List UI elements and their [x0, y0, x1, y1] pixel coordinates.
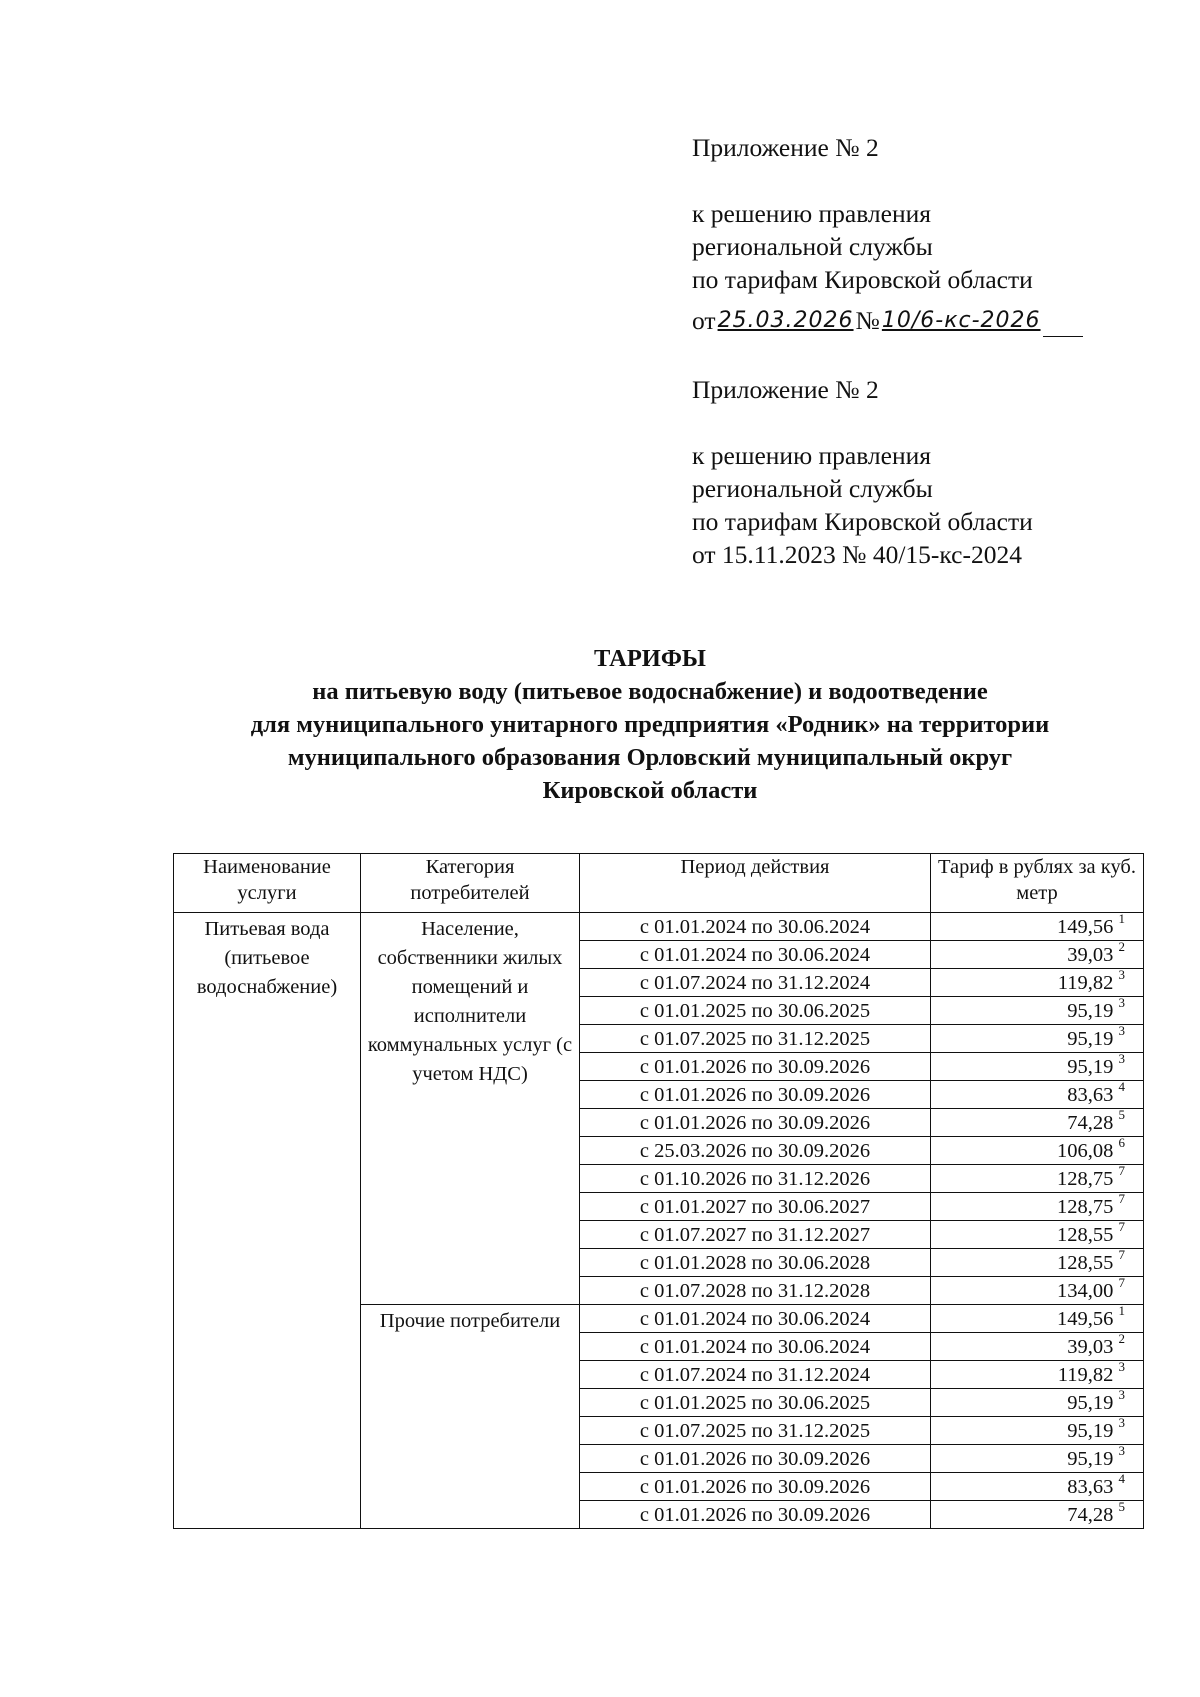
tariff-value: 95,19 — [1067, 1447, 1114, 1470]
header-tariff: Тариф в рублях за куб. метр — [931, 854, 1144, 913]
title-line: Кировской области — [542, 777, 758, 804]
tariff-value: 95,19 — [1067, 1419, 1114, 1442]
period-cell: с 01.01.2024 по 30.06.2024 — [580, 1305, 931, 1333]
period-cell: с 01.01.2027 по 30.06.2027 — [580, 1193, 931, 1221]
title-heading: ТАРИФЫ — [594, 645, 706, 672]
tariff-cell — [931, 1274, 1144, 1305]
tariff-cell — [931, 1330, 1144, 1361]
tariff-value: 134,00 — [1057, 1279, 1114, 1302]
tariff-cell — [931, 1078, 1144, 1109]
period-cell: с 01.01.2026 по 30.09.2026 — [580, 1473, 931, 1501]
period-cell: с 01.01.2025 по 30.06.2025 — [580, 1389, 931, 1417]
footnote-mark: 1 — [1118, 910, 1125, 926]
handwritten-number: 10/6-кс-2026 — [881, 308, 1041, 333]
tariff-value: 106,08 — [1057, 1139, 1114, 1162]
tariff-cell — [931, 1050, 1144, 1081]
tariff-value: 128,55 — [1057, 1223, 1114, 1246]
tariff-value: 74,28 — [1067, 1503, 1114, 1526]
header-category: Категория потребителей — [361, 854, 580, 913]
period-cell: с 01.01.2028 по 30.06.2028 — [580, 1249, 931, 1277]
tariff-table — [173, 853, 1144, 1529]
footnote-mark: 7 — [1118, 1162, 1125, 1178]
handwritten-date: 25.03.2026 — [717, 308, 854, 333]
title-line: на питьевую воду (питьевое водоснабжение) и водоотведение — [312, 678, 988, 705]
tariff-cell — [931, 910, 1144, 941]
tariff-value: 83,63 — [1067, 1475, 1114, 1498]
appendix-label: Приложение № 2 — [692, 375, 879, 404]
tariff-cell — [931, 1162, 1144, 1193]
tariff-value: 95,19 — [1067, 1027, 1114, 1050]
period-cell: с 01.01.2026 по 30.09.2026 — [580, 1109, 931, 1137]
tariff-cell — [931, 1302, 1144, 1333]
period-cell: с 01.01.2026 по 30.09.2026 — [580, 1081, 931, 1109]
footnote-mark: 3 — [1118, 1022, 1125, 1038]
period-cell: с 01.10.2026 по 31.12.2026 — [580, 1165, 931, 1193]
period-cell: с 01.01.2025 по 30.06.2025 — [580, 997, 931, 1025]
footnote-mark: 5 — [1118, 1106, 1125, 1122]
tariff-value: 119,82 — [1057, 971, 1114, 994]
header-period: Период действия — [580, 854, 931, 913]
document-title — [100, 642, 1200, 807]
footnote-mark: 2 — [1118, 938, 1125, 954]
footnote-mark: 1 — [1118, 1302, 1125, 1318]
footnote-mark: 6 — [1118, 1134, 1125, 1150]
period-cell: с 01.07.2025 по 31.12.2025 — [580, 1025, 931, 1053]
footnote-mark: 3 — [1118, 1050, 1125, 1066]
tariff-cell — [931, 1386, 1144, 1417]
tariff-value: 95,19 — [1067, 1055, 1114, 1078]
tariff-cell — [931, 1190, 1144, 1221]
header-service: Наименование услуги — [174, 854, 361, 913]
decision-date-line: от 25.03.2026 № 10/6-кс-2026 — [692, 304, 1083, 337]
period-cell: с 01.07.2024 по 31.12.2024 — [580, 1361, 931, 1389]
footnote-mark: 7 — [1118, 1246, 1125, 1262]
footnote-mark: 7 — [1118, 1190, 1125, 1206]
tariff-cell — [931, 1498, 1144, 1529]
tariff-cell — [931, 1414, 1144, 1445]
title-line: для муниципального унитарного предприятия «Родник» на территории — [250, 711, 1050, 738]
tariff-cell — [931, 1470, 1144, 1501]
footnote-mark: 3 — [1118, 994, 1125, 1010]
category-cell: Население, собственники жилых помещений и исполнители коммунальных услуг (с учетом НДС) — [361, 913, 580, 1305]
tariff-cell — [931, 1442, 1144, 1473]
footnote-mark: 3 — [1118, 1414, 1125, 1430]
period-cell: с 01.07.2028 по 31.12.2028 — [580, 1277, 931, 1305]
decision-date-line: от 15.11.2023 № 40/15-кс-2024 — [692, 540, 1022, 569]
tariff-value: 95,19 — [1067, 1391, 1114, 1414]
signature-underline — [1043, 312, 1083, 337]
decision-line: к решению правления — [692, 441, 931, 470]
footnote-mark: 3 — [1118, 1386, 1125, 1402]
tariff-value: 95,19 — [1067, 999, 1114, 1022]
footnote-mark: 5 — [1118, 1498, 1125, 1514]
tariff-cell — [931, 1358, 1144, 1389]
period-cell: с 01.01.2026 по 30.09.2026 — [580, 1501, 931, 1529]
category-cell: Прочие потребители — [361, 1305, 580, 1529]
title-line: муниципального образования Орловский муниципальный округ — [287, 744, 1013, 771]
footnote-mark: 4 — [1118, 1078, 1125, 1094]
period-cell: с 01.07.2027 по 31.12.2027 — [580, 1221, 931, 1249]
tariff-cell — [931, 994, 1144, 1025]
tariff-value: 149,56 — [1057, 1307, 1114, 1330]
tariff-cell — [931, 1246, 1144, 1277]
service-line: региональной службы — [692, 474, 933, 503]
period-cell: с 01.07.2024 по 31.12.2024 — [580, 969, 931, 997]
footnote-mark: 7 — [1118, 1218, 1125, 1234]
footnote-mark: 2 — [1118, 1330, 1125, 1346]
header-new — [692, 131, 1083, 337]
period-cell: с 01.07.2025 по 31.12.2025 — [580, 1417, 931, 1445]
tariff-value: 39,03 — [1067, 943, 1114, 966]
period-cell: с 01.01.2024 по 30.06.2024 — [580, 913, 931, 941]
tariff-value: 128,55 — [1057, 1251, 1114, 1274]
appendix-label: Приложение № 2 — [692, 133, 879, 162]
region-line: по тарифам Кировской области — [692, 507, 1033, 536]
service-line: региональной службы — [692, 232, 933, 261]
tariff-value: 119,82 — [1057, 1363, 1114, 1386]
period-cell: с 01.01.2026 по 30.09.2026 — [580, 1445, 931, 1473]
period-cell: с 01.01.2026 по 30.09.2026 — [580, 1053, 931, 1081]
footnote-mark: 7 — [1118, 1274, 1125, 1290]
footnote-mark: 3 — [1118, 1442, 1125, 1458]
table-row — [174, 913, 1144, 941]
tariff-cell — [931, 1134, 1144, 1165]
region-line: по тарифам Кировской области — [692, 265, 1033, 294]
decision-line: к решению правления — [692, 199, 931, 228]
tariff-value: 39,03 — [1067, 1335, 1114, 1358]
footnote-mark: 3 — [1118, 1358, 1125, 1374]
tariff-cell — [931, 938, 1144, 969]
period-cell: с 25.03.2026 по 30.09.2026 — [580, 1137, 931, 1165]
tariff-value: 128,75 — [1057, 1167, 1114, 1190]
footnote-mark: 4 — [1118, 1470, 1125, 1486]
service-name-cell: Питьевая вода (питьевое водоснабжение) — [174, 913, 361, 1529]
tariff-cell — [931, 1106, 1144, 1137]
tariff-cell — [931, 966, 1144, 997]
period-cell: с 01.01.2024 по 30.06.2024 — [580, 941, 931, 969]
tariff-cell — [931, 1218, 1144, 1249]
tariff-value: 128,75 — [1057, 1195, 1114, 1218]
header-old — [692, 373, 1033, 571]
tariff-value: 149,56 — [1057, 915, 1114, 938]
table-header-row — [174, 854, 1144, 913]
tariff-cell — [931, 1022, 1144, 1053]
period-cell: с 01.01.2024 по 30.06.2024 — [580, 1333, 931, 1361]
tariff-value: 83,63 — [1067, 1083, 1114, 1106]
tariff-value: 74,28 — [1067, 1111, 1114, 1134]
footnote-mark: 3 — [1118, 966, 1125, 982]
